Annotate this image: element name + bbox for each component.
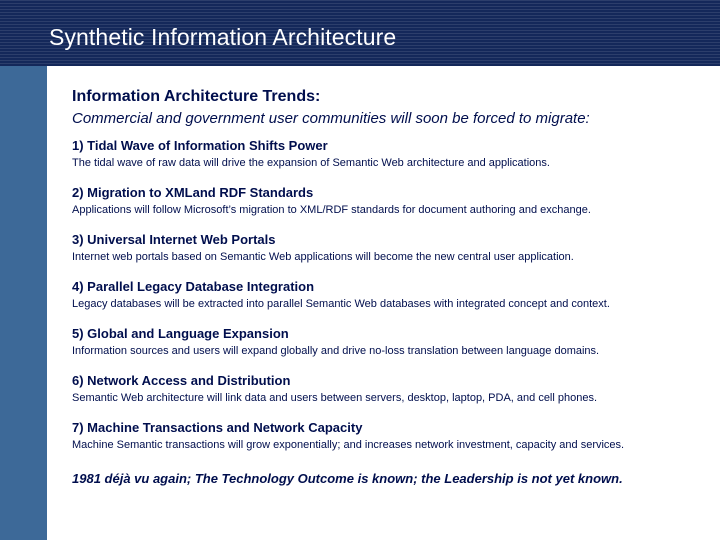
trend-item-5 — [72, 326, 712, 358]
trend-item-7 — [72, 420, 712, 452]
trend-item-1 — [72, 138, 712, 170]
trend-item-4 — [72, 279, 712, 311]
intro-text: Commercial and government user communities will soon be forced to migrate: — [72, 110, 590, 127]
trend-item-6 — [72, 373, 712, 405]
trend-item-3 — [72, 232, 712, 264]
trend-heading: 4) Parallel Legacy Database Integration — [72, 279, 315, 294]
trend-description: Machine Semantic transactions will grow exponentially; and increases network investment, capacity and services. — [72, 439, 625, 451]
trend-description: Applications will follow Microsoft’s migration to XML/RDF standards for document authoring and exchange. — [72, 204, 591, 216]
trends-list — [72, 138, 712, 452]
trend-description: Semantic Web architecture will link data and users between servers, desktop, laptop, PDA, and cell phones. — [72, 392, 598, 404]
trend-description: Legacy databases will be extracted into parallel Semantic Web databases with integrated concept and context. — [72, 298, 610, 310]
trend-heading: 6) Network Access and Distribution — [72, 373, 291, 388]
trend-heading: 2) Migration to XMLand RDF Standards — [72, 185, 314, 200]
closing-statement: 1981 déjà vu again; The Technology Outcome is known; the Leadership is not yet known. — [72, 471, 623, 486]
trend-description: Internet web portals based on Semantic Web applications will become the new central user application. — [72, 251, 574, 263]
slide-content — [72, 87, 712, 487]
section-title: Information Architecture Trends: — [72, 88, 321, 105]
trend-description: Information sources and users will expand globally and drive no-loss translation between language domains. — [72, 345, 600, 357]
trend-heading: 1) Tidal Wave of Information Shifts Power — [72, 138, 328, 153]
trend-description: The tidal wave of raw data will drive the expansion of Semantic Web architecture and applications. — [72, 157, 550, 169]
trend-heading: 7) Machine Transactions and Network Capacity — [72, 420, 363, 435]
trend-heading: 3) Universal Internet Web Portals — [72, 232, 276, 247]
title-bar — [0, 0, 720, 66]
slide-title: Synthetic Information Architecture — [49, 24, 397, 50]
left-accent-bar — [0, 66, 47, 540]
trend-item-2 — [72, 185, 712, 217]
trend-heading: 5) Global and Language Expansion — [72, 326, 289, 341]
